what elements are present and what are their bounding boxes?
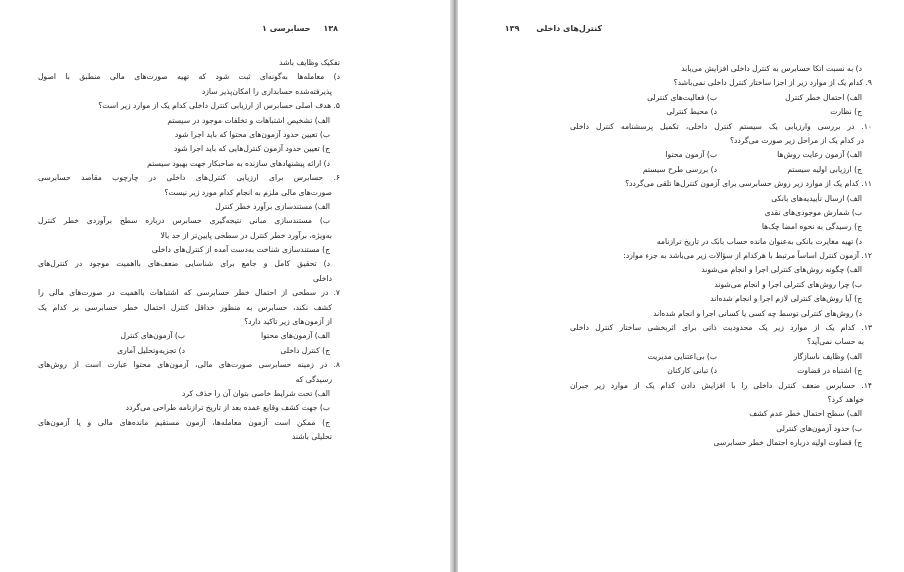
right-page-body [570,62,872,451]
option-a: الف) آزمون‌های محتوا [261,331,330,341]
option-line: ج) تعیین حدود آزمون کنترل‌هایی که باید اجرا شود [173,144,330,154]
text-line: تفکیک وظایف باشد [279,58,340,67]
page-number: ۱۳۸ [323,24,338,33]
option-pair [38,329,340,343]
option-d: د) تبانی کارکنان [667,366,717,376]
question-9: ۹. کدام یک از موارد زیر از اجزا ساختار کنترل داخلی نمی‌باشد؟ [673,78,872,88]
question-14: ۱۴. حسابرس ضعف کنترل داخلی را با افزایش دادن کدام یک از موارد زیر جبران [570,380,872,390]
option-line: ب) چرا روش‌های کنترلی اجرا و انجام می‌شوند [714,279,862,289]
text-line: به حساب نمی‌آید؟ [806,337,864,347]
option-d: د) بررسی طرح سیستم [642,164,717,174]
question-5: ۵. هدف اصلی حسابرس از ارزیابی کنترل داخلی کدام یک از موارد زیر است؟ [98,101,340,111]
left-page-header [262,24,338,38]
option-line: د) به نسبت اتکا حسابرس به کنترل داخلی افزایش می‌یابد [681,64,862,73]
right-page-header [505,24,602,38]
option-pair [38,344,340,358]
running-title: حسابرسی ۱ [262,24,311,33]
text-line: تحلیلی باشند [291,432,332,442]
option-line: ج) قضاوت اولیه درباره احتمال خطر حسابرسی [713,438,862,448]
option-pair [570,105,872,119]
option-line: الف) سطح احتمال خطر عدم کشف [749,409,862,419]
option-line: د) تحقیق کامل و جامع برای شناسایی ضعف‌های بااهمیت موجود در کنترل‌های [38,259,330,269]
left-page [0,0,450,572]
option-pair [570,364,872,378]
option-pair [570,148,872,162]
text-line: پذیرفته‌شده حسابداری را امکان‌پذیر سازد [201,86,332,96]
option-c: ج) نظارت [830,107,862,117]
text-line: صورت‌های مالی ملزم به انجام کدام مورد زیر نیست؟ [164,187,332,197]
option-line: ج) رسیدگی به نحوه امضا چک‌ها [761,222,862,232]
running-title: کنترل‌های داخلی [536,24,602,33]
question-6: ۶. حسابرس برای ارزیابی کنترل‌های داخلی در چارچوب مقاصد حسابرسی [38,173,340,183]
option-line: ب) مستندسازی مبانی نتیجه‌گیری حسابرس درباره سطح برآوردی خطر کنترل [38,216,330,226]
option-c: ج) اشتباه در قضاوت [797,366,862,376]
option-line: ج) ممکن است آزمون معامله‌ها، آزمون مستقیم مانده‌های مالی و یا آزمون‌های [38,417,330,427]
option-b: ب) آزمون محتوا [665,150,717,160]
left-page-body [38,56,340,445]
option-line: الف) تشخیص اشتباهات و تخلفات موجود در سیستم [167,115,330,125]
right-page [458,0,904,572]
option-line: الف) چگونه روش‌های کنترلی اجرا و انجام می‌شوند [701,265,862,275]
text-line: رسیدگی که [295,374,332,384]
book-gutter [450,0,458,572]
option-d: د) تجزیه‌وتحلیل آماری [117,345,185,355]
text-line: از آزمون‌های زیر تاکید دارد؟ [244,317,332,327]
option-line: ب) شمارش موجودی‌های نقدی [764,207,862,217]
option-pair [570,350,872,364]
question-13: ۱۳. کدام یک از موارد زیر یک محدودیت ذاتی برای اثربخشی ساختار کنترل داخلی [570,323,872,333]
option-line: ج) مستندسازی شناخت به‌دست آمده از کنترل‌های داخلی [151,245,330,255]
text-line: در کدام یک از مراحل زیر صورت می‌گردد؟ [729,135,864,145]
option-b: ب) فعالیت‌های کنترلی [647,92,717,102]
option-line: الف) ارسال تأییدیه‌های بانکی [771,193,862,203]
text-line: د) معامله‌ها به‌گونه‌ای ثبت شود که تهیه صورت‌های مالی منطبق با اصول [38,72,340,82]
text-line: به‌ویژه، برآورد خطر کنترل در سطحی پایین‌تر از حد بالا [160,230,332,240]
option-b: ب) بی‌اعتنایی مدیریت [647,351,717,361]
option-line: ج) آیا روش‌های کنترلی لازم اجرا و انجام شده‌اند [710,294,862,304]
option-pair [570,91,872,105]
question-11: ۱۱. کدام یک از موارد زیر روش حسابرسی برای آزمون کنترل‌ها تلقی می‌گردد؟ [625,179,872,189]
option-line: د) روش‌های کنترلی توسط چه کسی یا کسانی اجرا و انجام شده‌اند [653,308,862,318]
option-line: الف) تحت شرایط خاصی بتوان آن را حذف کرد [181,388,330,398]
question-8: ۸. در زمینه حسابرسی صورت‌های مالی، آزمون‌های محتوا عبارت است از روش‌های [38,360,340,370]
option-line: الف) مستندسازی برآورد خطر کنترل [215,201,330,211]
text-line: داخلی [312,273,332,283]
option-a: الف) احتمال خطر کنترل [785,92,862,102]
option-a: الف) وظایف ناسازگار [793,351,862,361]
option-pair [570,163,872,177]
question-7: ۷. در سطحی از احتمال خطر حسابرسی که اشتباهات بااهمیت در صورت‌های مالی را [38,288,340,298]
question-10: ۱۰. در بررسی وارزیابی یک سیستم کنترل داخلی، تکمیل پرسشنامه کنترل داخلی [570,121,872,131]
page-number: ۱۳۹ [504,24,520,33]
option-line: د) تهیه مغایرت بانکی به‌عنوان مانده حساب بانک در تاریخ ترازنامه [656,236,862,246]
text-line: خواهد کرد؟ [827,394,864,404]
question-12: ۱۲. آزمون کنترل اساساً مرتبط با هرکدام از سؤالات زیر می‌باشد به جزء موارد: [623,251,872,261]
option-line: ب) جهت کشف وقایع عمده بعد از تاریخ ترازنامه طراحی می‌گردد [125,403,330,413]
option-line: ب) حدود آزمون‌های کنترلی [776,423,862,433]
option-c: ج) ارزیابی اولیه سیستم [787,164,862,174]
option-c: ج) کنترل داخلی [280,345,330,355]
option-a: الف) آزمون رعایت روش‌ها [777,150,862,160]
option-line: د) ارائه پیشنهادهای سازنده به صاحبکار جهت بهبود سیستم [147,158,330,168]
text-line: کشف نکند، حسابرس به منظور حداقل کنترل احتمال خطر حسابرسی بر کدام یک [38,302,332,312]
option-b: ب) آزمون‌های کنترل [120,331,185,341]
option-line: ب) تعیین حدود آزمون‌های محتوا که باید اجرا شود [174,129,330,139]
option-d: د) محیط کنترلی [666,107,717,117]
